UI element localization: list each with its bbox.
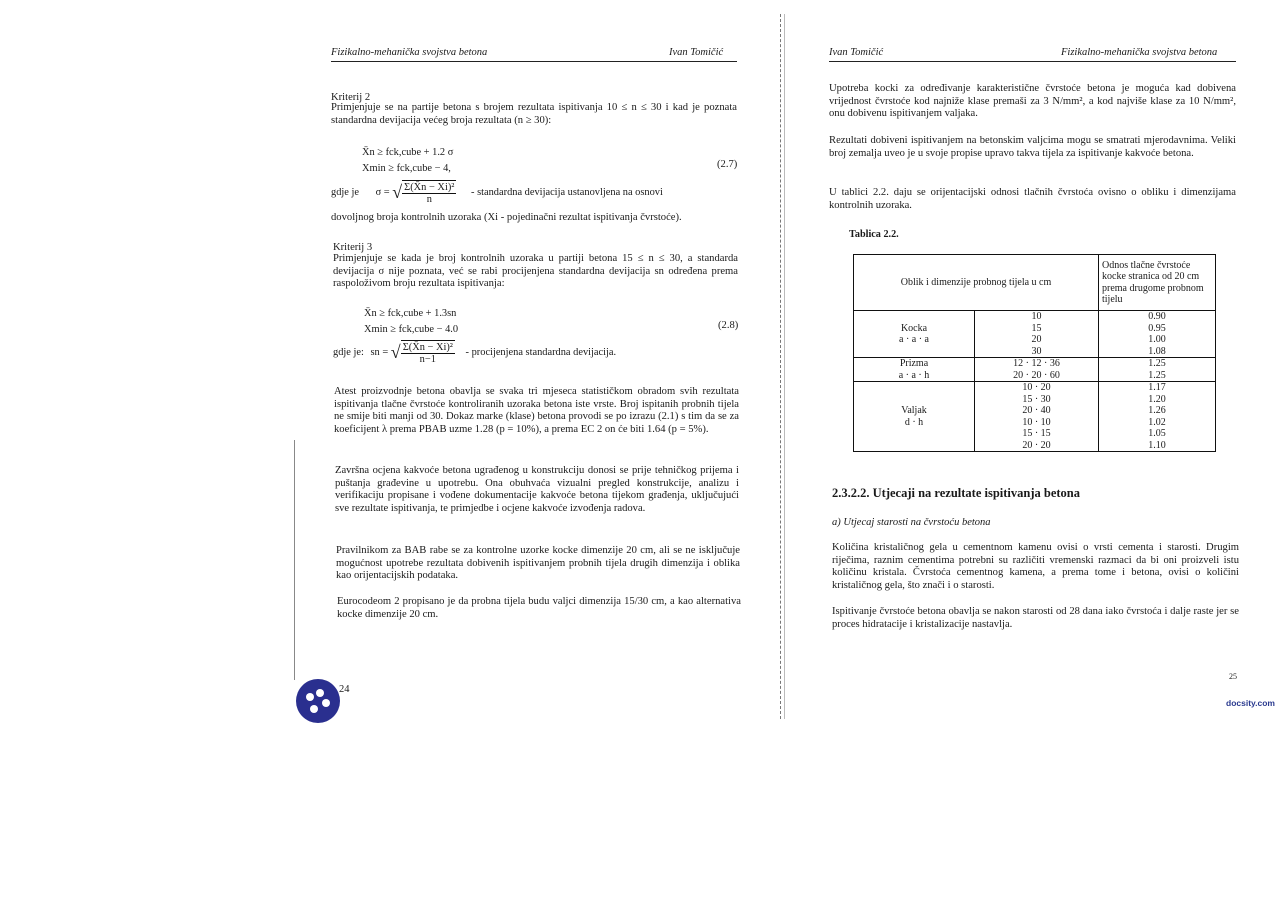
dim: 10 · 10	[1022, 416, 1051, 428]
sqrt-symbol: √	[390, 342, 401, 362]
table-shape-cell	[854, 382, 975, 452]
sigma-continuation: dovoljnog broja kontrolnih uzoraka (Xi - pojedinačni rezultat ispitivanja čvrstoće).	[331, 212, 682, 223]
ratio: 0.95	[1148, 322, 1166, 334]
ratio: 1.20	[1148, 393, 1166, 405]
criterion-3-title: Kriterij 3	[333, 242, 373, 253]
eq-2-7-line2: Xmin ≥ fck,cube − 4,	[362, 163, 451, 174]
left-header-author: Ivan Tomičić	[669, 47, 724, 58]
ratio: 1.26	[1148, 405, 1166, 416]
table-ratio-cell	[1099, 358, 1216, 382]
where-label: gdje je	[331, 186, 359, 198]
sigma-denominator: n	[426, 194, 432, 205]
shape-formula: d · h	[904, 416, 924, 428]
table-ratio-cell	[1099, 382, 1216, 452]
right-paragraph-5: Ispitivanje čvrstoće betona obavlja se nakon starosti od 28 dana iako čvrstoća i dalje raste jer se proces hidratacije i kristalizacije nastavlja.	[832, 606, 1239, 630]
left-paragraph-1: Atest proizvodnje betona obavlja se svaka tri mjeseca statističkom obradom svih rezultata ispitivanja tlačne čvrstoće kontroliranih uzoraka betona iste vrste. Broj ispitanih probnih tijela ne smije biti manji od 30. Dokaz marke (klase) betona provodi se po izrazu (2.1) s tim da se za koeficijent λ prema PBAB uzme 1.28 (p = 10%), a prema EC 2 on će biti 1.64 (p = 5%).	[334, 386, 739, 435]
scanner-logo	[296, 679, 340, 723]
left-paragraph-2: Završna ocjena kakvoće betona ugrađenog u konstrukciju donosi se prije tehničkog prijema i puštanja građevine u upotrebu. Ona obuhvaća vizualni pregled konstrukcije, analizu i verifikaciju propisane i vođene dokumentacije kakvoće betona tijekom građenja, uključujući sve rezultate ispitivanja, te primjedbe i ocjene kakvoće izvođenja radova.	[335, 465, 739, 514]
table-header-shape: Oblik i dimenzije probnog tijela u cm	[854, 255, 1099, 311]
sn-lhs: sn =	[370, 346, 389, 358]
subsection-heading: a) Utjecaj starosti na čvrstoću betona	[832, 517, 991, 528]
table-dims-cell	[975, 382, 1099, 452]
shape-formula: a · a · a	[899, 334, 929, 345]
sigma-numerator: Σ(X̄n − Xi)²	[404, 182, 455, 193]
ratio: 1.17	[1148, 382, 1166, 393]
right-page-number: 25	[1229, 672, 1237, 681]
criterion-2-text: Primjenjuje se na partije betona s brojem rezultata ispitivanja 10 ≤ n ≤ 30 i kad je poznata standardna devijacija većeg broja rezultata (n ≥ 30):	[331, 102, 737, 126]
dim: 15 · 15	[1022, 428, 1051, 439]
ratio: 1.08	[1148, 345, 1166, 357]
dim: 30	[1031, 345, 1042, 357]
left-header-title: Fizikalno-mehanička svojstva betona	[331, 47, 488, 58]
table-group-valjak	[854, 382, 1216, 452]
left-page-number: 24	[339, 684, 350, 695]
dim: 20 · 40	[1022, 405, 1051, 416]
page-fold-line	[780, 14, 781, 719]
ratio: 1.25	[1148, 369, 1166, 381]
right-header-author: Ivan Tomičić	[829, 47, 884, 58]
sigma-lhs: σ =	[375, 186, 390, 198]
eq-2-7-number: (2.7)	[717, 159, 738, 170]
ratio: 1.25	[1148, 358, 1166, 369]
table-title: Tablica 2.2.	[849, 229, 899, 240]
where2-label: gdje je:	[333, 346, 364, 358]
dim: 10 · 20	[1022, 382, 1051, 393]
table-shape-cell	[854, 358, 975, 382]
right-paragraph-2: Rezultati dobiveni ispitivanjem na betonskim valjcima mogu se smatrati mjerodavnima. Veliki broj zemalja uveo je u svoje propise upravo takva tijela za ispitivanje kakvoće betona.	[829, 135, 1236, 159]
table-header-ratio: Odnos tlačne čvrstoće kocke stranica od 20 cm prema drugome probnom tijelu	[1099, 255, 1216, 311]
eq-2-8-line1: X̄n ≥ fck,cube + 1.3sn	[364, 308, 457, 319]
shape-formula: a · a · h	[898, 369, 930, 381]
sn-formula-line	[333, 340, 739, 365]
docsity-watermark[interactable]: docsity.com	[1226, 698, 1275, 708]
sigma-formula-line	[331, 180, 737, 205]
dim: 20 · 20 · 60	[1013, 369, 1060, 381]
strength-ratio-table	[853, 254, 1216, 452]
ratio: 0.90	[1148, 311, 1166, 322]
right-paragraph-3: U tablici 2.2. daju se orijentacijski odnosi tlačnih čvrstoća ovisno o obliku i dimenzijama kontrolnih uzoraka.	[829, 187, 1236, 211]
eq-2-8-line2: Xmin ≥ fck,cube − 4.0	[364, 324, 459, 335]
criterion-2-title: Kriterij 2	[331, 92, 371, 103]
ratio: 1.05	[1148, 428, 1166, 439]
sqrt-symbol: √	[392, 182, 403, 202]
right-header-rule	[829, 61, 1236, 62]
right-header-title: Fizikalno-mehanička svojstva betona	[1061, 47, 1218, 58]
right-paragraph-1: Upotreba kocki za određivanje karakteristične čvrstoće betona je moguća kad dobivena vrijednost čvrstoće kod najniže klase premaši za 3 N/mm², a kod najviše klase za 10 N/mm², onu dobivenu ispitivanjem valjaka.	[829, 83, 1236, 120]
left-header-rule	[331, 61, 737, 62]
sn-description: - procijenjena standardna devijacija.	[465, 346, 617, 358]
shape-name: Prizma	[899, 358, 929, 369]
sn-numerator: Σ(X̄n − Xi)²	[402, 342, 453, 353]
criterion-3-text: Primjenjuje se kada je broj kontrolnih uzoraka u partiji betona 15 ≤ n ≤ 30, a standarda devijacija σ nije poznata, već se rabi procijenjena standardna devijacija sn određena prema raspoloživom broju rezultata ispitivanja:	[333, 253, 738, 290]
left-paragraph-3: Pravilnikom za BAB rabe se za kontrolne uzorke kocke dimenzije 20 cm, ali se ne isključuje mogućnost upotrebe rezultata dobivenih ispitivanjem probnih tijela drugih dimenzija i oblika kao orijentacijskih podataka.	[336, 545, 740, 582]
dim: 15 · 30	[1022, 393, 1051, 405]
sn-denominator: n−1	[419, 354, 436, 365]
page-fold-shadow	[784, 14, 785, 719]
table-header-row	[854, 255, 1216, 311]
sigma-description: - standardna devijacija ustanovljena na osnovi	[471, 186, 663, 198]
ratio: 1.10	[1148, 439, 1166, 451]
dim: 20	[1031, 334, 1042, 345]
table-group-kocka	[854, 311, 1216, 358]
dim: 10	[1031, 311, 1042, 322]
right-paragraph-4: Količina kristaličnog gela u cementnom kamenu ovisi o vrsti cementa i starosti. Drugim riječima, raznim cementima potrebni su različiti vremenski razmaci da bi oni proizveli istu količinu kristala. Čvrstoća cementnog kamena, a prema tome i betona, ovisi o količini kristaličnog gela, što znači i o starosti.	[832, 542, 1239, 591]
table-shape-cell	[854, 311, 975, 358]
shape-name: Valjak	[901, 405, 927, 416]
table-dims-cell	[975, 358, 1099, 382]
ratio: 1.02	[1148, 416, 1166, 428]
dim: 20 · 20	[1022, 439, 1051, 451]
dim: 15	[1031, 322, 1042, 334]
table-group-prizma	[854, 358, 1216, 382]
eq-2-7-line1: X̄n ≥ fck,cube + 1.2 σ	[362, 147, 454, 158]
shape-name: Kocka	[900, 322, 928, 334]
table-dims-cell	[975, 311, 1099, 358]
dim: 12 · 12 · 36	[1013, 358, 1060, 369]
table-ratio-cell	[1099, 311, 1216, 358]
left-paragraph-4: Eurocodeom 2 propisano je da probna tijela budu valjci dimenzija 15/30 cm, a kao alternativa kocke dimenzije 20 cm.	[337, 596, 741, 620]
scan-edge-line	[294, 440, 295, 680]
eq-2-8-number: (2.8)	[718, 320, 739, 331]
ratio: 1.00	[1148, 334, 1166, 345]
section-heading: 2.3.2.2. Utjecaji na rezultate ispitivanja betona	[832, 486, 1081, 500]
